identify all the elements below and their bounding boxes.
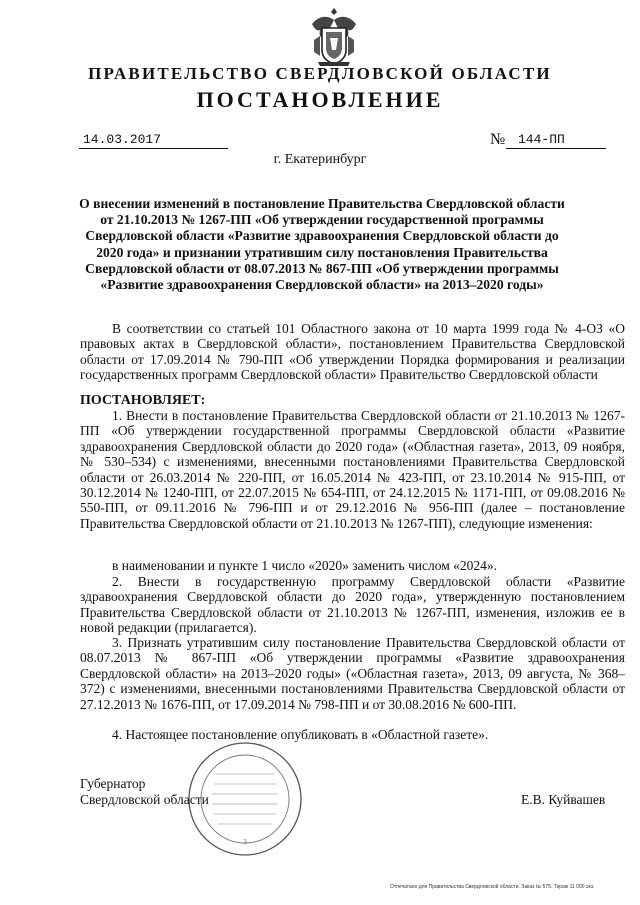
- preamble-paragraph: В соответствии со статьей 101 Областного закона от 10 марта 1999 года № 4-ОЗ «О правовых актах в Свердловской области», постановлением Правительства Свердловской области от 17.09.2014 № 790-ПП «Об утверждении Порядка формирования и реализации государственных программ Свердловской области» Правительство Свердловской области: [80, 321, 625, 383]
- signature-title-line-2: Свердловской области: [80, 791, 209, 807]
- number-label: №: [490, 131, 506, 148]
- signature-title: [80, 776, 209, 807]
- coat-of-arms-icon: [308, 6, 360, 68]
- organization-title: ПРАВИТЕЛЬСТВО СВЕРДЛОВСКОЙ ОБЛАСТИ: [88, 64, 552, 83]
- document-type: ПОСТАНОВЛЕНИЕ: [196, 87, 444, 112]
- signature-name: Е.В. Куйвашев: [521, 792, 606, 807]
- document-date: 14.03.2017: [79, 132, 228, 149]
- svg-text:3: 3: [243, 838, 247, 846]
- decree-label: ПОСТАНОВЛЯЕТ:: [80, 393, 206, 408]
- signature-title-line-1: Губернатор: [80, 776, 146, 791]
- item-1-paragraph: 1. Внести в постановление Правительства Свердловской области от 21.10.2013 № 1267-ПП «Об утверждении государственной программы Свердловской области «Развитие здравоохранения Свердловской области до 2020 года» («Областная газета», 2013, 09 ноября, № 530–534) с изменениями, внесенными постановлениями Правительства Свердловской области от 26.03.2014 № 220-ПП, от 16.05.2014 № 423-ПП, от 23.10.2014 № 915-ПП, от 30.12.2014 № 1240-ПП, от 22.07.2015 № 654-ПП, от 24.12.2015 № 1171-ПП, от 09.08.2016 № 550-ПП, от 09.11.2016 № 796-ПП и от 29.12.2016 № 956-ПП (далее – постановление Правительства Свердловской области от 21.10.2013 № 1267-ПП), следующие изменения:: [80, 408, 625, 531]
- item-1-subparagraph: в наименовании и пункте 1 число «2020» заменить числом «2024».: [112, 558, 498, 573]
- city: г. Екатеринбург: [273, 152, 367, 167]
- item-2-paragraph: 2. Внести в государственную программу Свердловской области «Развитие здравоохранения Свердловской области до 2020 года», утвержденную постановлением Правительства Свердловской области от 21.10.2013 № 1267-ПП, изменения, изложив ее в новой редакции (прилагается).: [80, 574, 625, 636]
- print-footer: Отпечатано для Правительства Свердловской области. Заказ № 575. Тираж 11 000 экз.: [390, 884, 595, 890]
- document-heading: О внесении изменений в постановление Правительства Свердловской области от 21.10.2013 № 1267-ПП «Об утверждении государственной программы Свердловской области «Развитие здравоохранения Свердловской области до 2020 года» и признании утратившим силу постановления Правительства Свердловской области от 08.07.2013 № 867-ПП «Об утверждении программы «Развитие здравоохранения Свердловской области» на 2013–2020 годы»: [79, 196, 565, 293]
- document-number: 144-ПП: [506, 132, 606, 149]
- item-3-paragraph: 3. Признать утратившим силу постановление Правительства Свердловской области от 08.07.2013 № 867-ПП «Об утверждении программы «Развитие здравоохранения Свердловской области» на 2013–2020 годы» («Областная газета», 2013, 09 августа, № 368–372) с изменениями, внесенными постановлениями Правительства Свердловской области от 27.12.2013 № 1676-ПП, от 17.09.2014 № 798-ПП и от 30.08.2016 № 600-ПП.: [80, 635, 625, 712]
- item-4-paragraph: 4. Настоящее постановление опубликовать в «Областной газете».: [112, 727, 489, 742]
